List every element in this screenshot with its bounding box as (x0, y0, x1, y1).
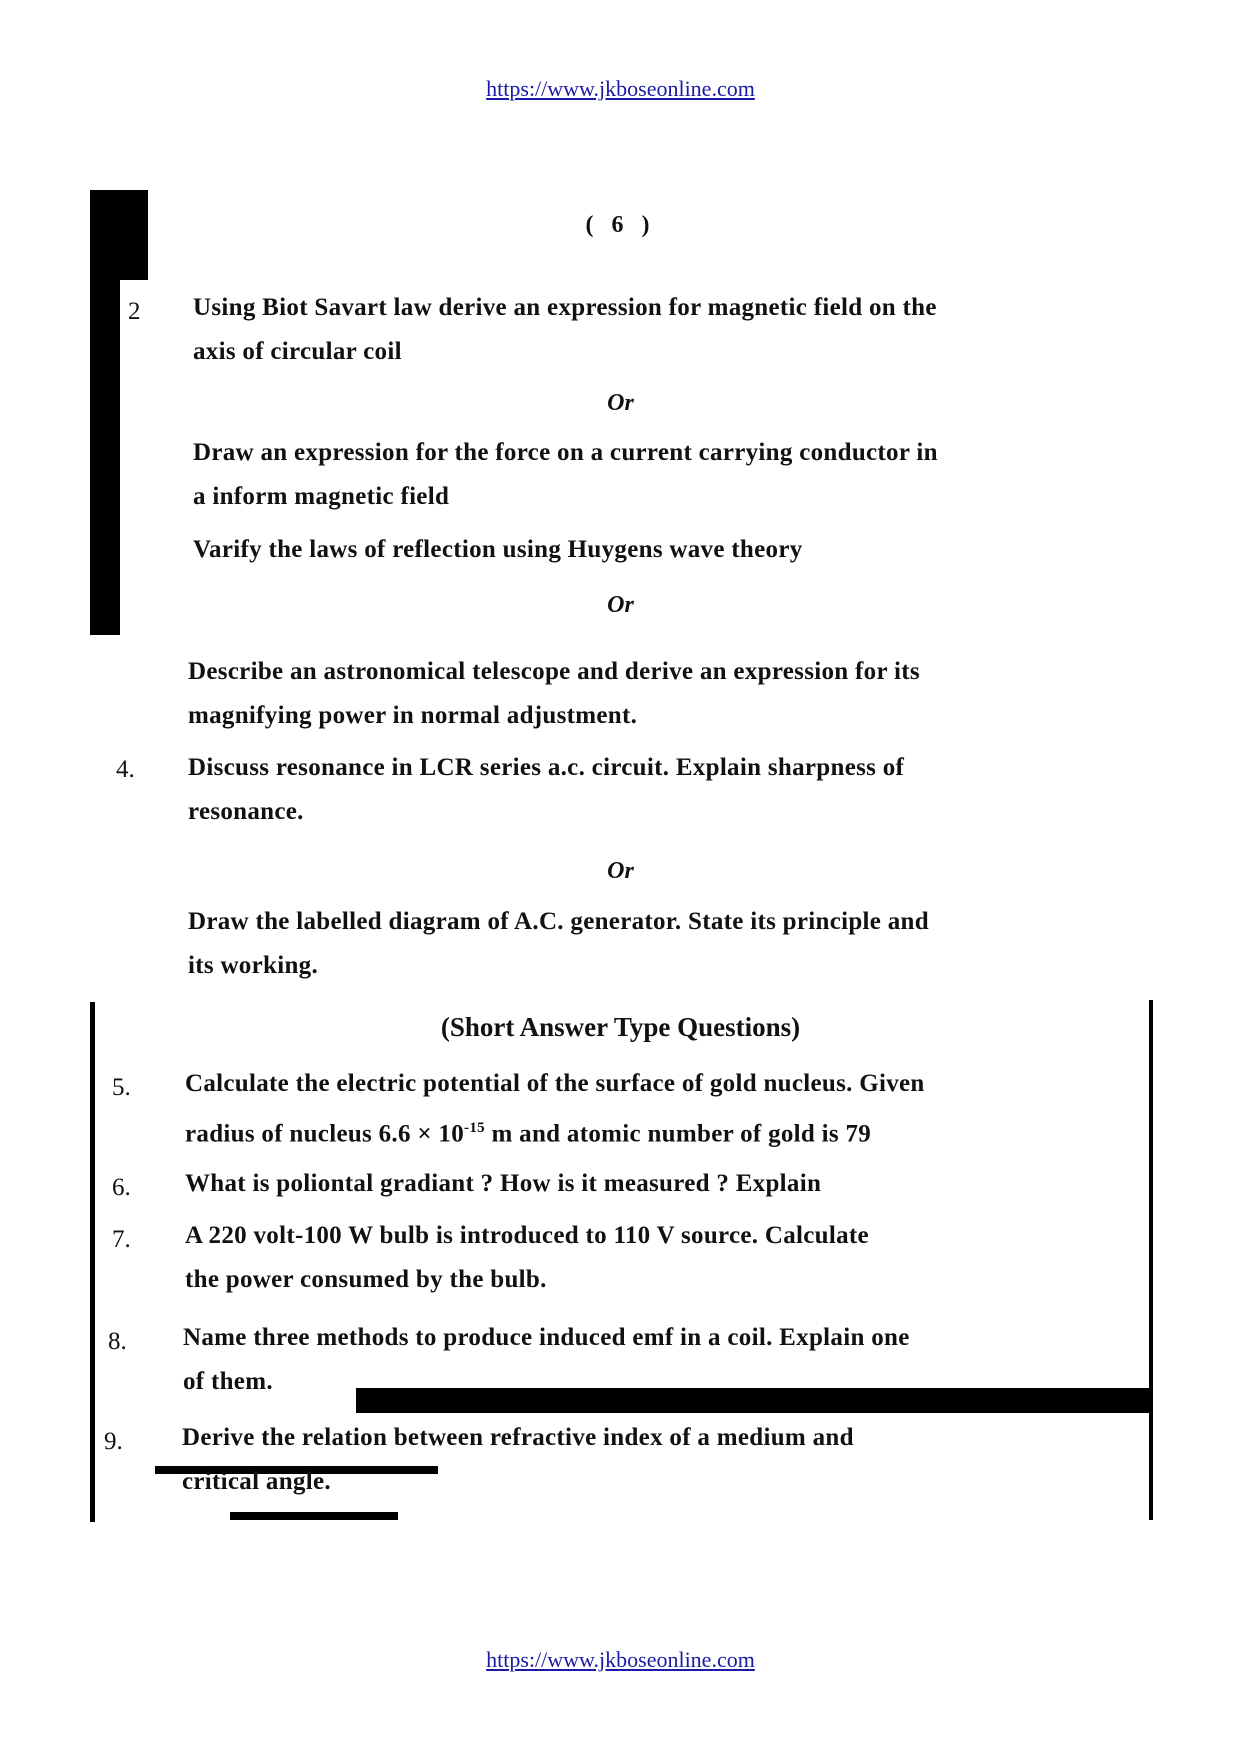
question-text: Varify the laws of reflection using Huygens wave theory (193, 536, 803, 563)
or-separator: Or (607, 858, 634, 884)
question-number: 8. (108, 1328, 127, 1355)
question-number: 2 (128, 298, 141, 325)
question-number: 5. (112, 1074, 131, 1101)
scan-underline-2 (230, 1512, 398, 1520)
question-text: Derive the relation between refractive index of a medium and critical angle. (182, 1424, 854, 1495)
question-number: 9. (104, 1428, 123, 1455)
header-url-link[interactable]: https://www.jkboseonline.com (486, 76, 755, 101)
footer-url-link[interactable]: https://www.jkboseonline.com (486, 1647, 755, 1672)
question-alternative-text: Draw the labelled diagram of A.C. generator. State its principle and its working. (188, 908, 929, 979)
section-title: (Short Answer Type Questions) (440, 1012, 801, 1042)
or-separator: Or (607, 390, 634, 416)
question-text: Discuss resonance in LCR series a.c. circuit. Explain sharpness of resonance. (188, 754, 905, 825)
question-number: 7. (112, 1226, 131, 1253)
question-text: Using Biot Savart law derive an expression for magnetic field on the axis of circular coil (193, 294, 937, 365)
question-alternative-text: Describe an astronomical telescope and derive an expression for its magnifying power in normal adjustment. (188, 658, 920, 729)
question-number: 6. (112, 1174, 131, 1201)
page-number: ( 6 ) (585, 212, 656, 238)
question-text: Calculate the electric potential of the surface of gold nucleus. Given radius of nucleus $6.6 \times 10^{-15}$ m and atomic number of gold is 79 (185, 1070, 925, 1148)
question-alternative-text: Draw an expression for the force on a current carrying conductor in a inform magnetic field (193, 439, 938, 510)
question-text: Name three methods to produce induced emf in a coil. Explain one of them. (183, 1324, 910, 1395)
scan-border-right (1149, 1000, 1153, 1520)
question-number: 3. (122, 537, 141, 564)
question-number: 4. (116, 756, 135, 783)
scan-border-left (90, 1002, 95, 1522)
or-separator: Or (607, 592, 634, 618)
question-text: What is poliontal gradiant ? How is it measured ? Explain (185, 1170, 822, 1197)
question-text: A 220 volt-100 W bulb is introduced to 110 V source. Calculate the power consumed by the bulb. (185, 1222, 869, 1293)
